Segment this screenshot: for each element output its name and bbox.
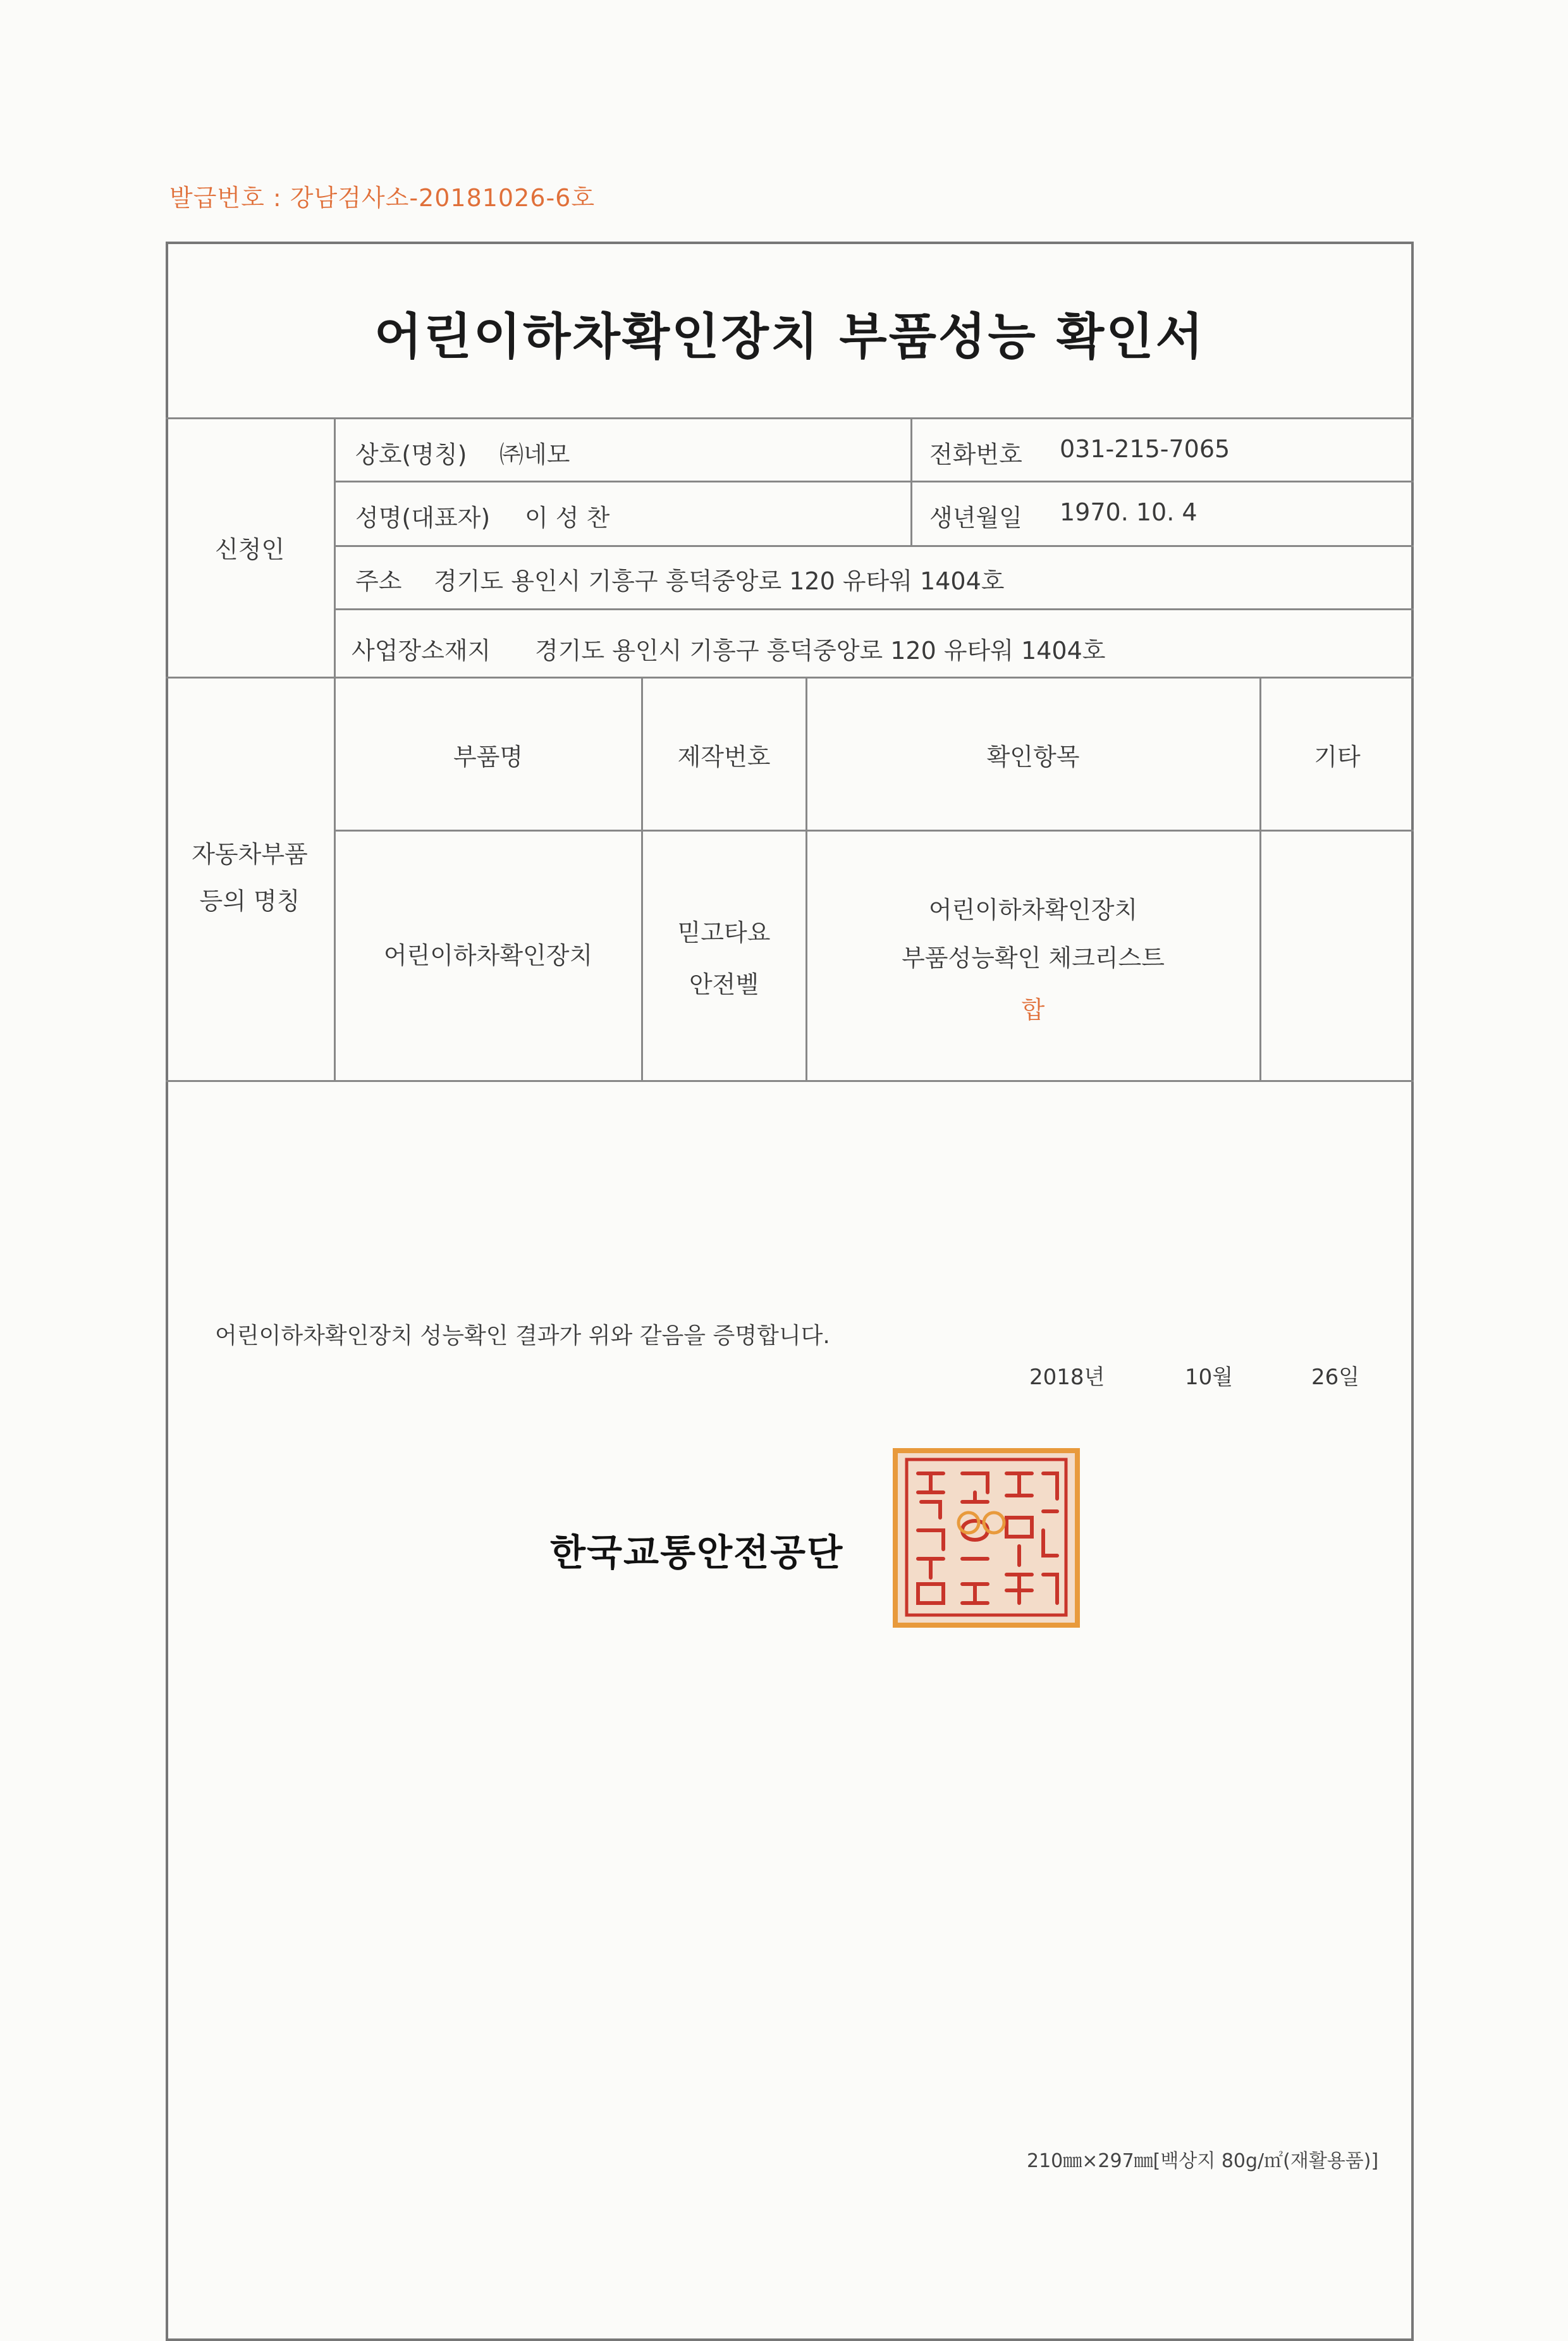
cert-year: 2018년 bbox=[1029, 1365, 1105, 1390]
serial-line1: 믿고타요 bbox=[677, 919, 771, 947]
section-divider bbox=[166, 677, 1414, 679]
header-part-name: 부품명 bbox=[453, 743, 524, 771]
result-pass: 합 bbox=[1021, 996, 1045, 1024]
representative-label: 성명(대표자) bbox=[355, 504, 491, 532]
address-value: 경기도 용인시 기흥구 흥덕중앙로 120 유타워 1404호 bbox=[434, 567, 1005, 595]
part-name-value: 어린이하차확인장치 bbox=[383, 942, 593, 969]
header-check-item: 확인항목 bbox=[986, 743, 1080, 771]
cert-day: 26일 bbox=[1311, 1365, 1360, 1390]
cert-month: 10월 bbox=[1185, 1365, 1234, 1390]
birth-label: 생년월일 bbox=[929, 504, 1022, 532]
paper-spec: 210㎜×297㎜[백상지 80g/㎡(재활용품)] bbox=[1027, 2150, 1379, 2172]
phone-label: 전화번호 bbox=[929, 441, 1022, 469]
row-line bbox=[335, 608, 1414, 610]
row-line bbox=[335, 830, 1414, 832]
company-label: 상호(명칭) bbox=[355, 441, 467, 469]
document-frame bbox=[166, 242, 1414, 2341]
table-bottom-line bbox=[166, 1080, 1414, 1082]
row-line bbox=[335, 481, 1414, 482]
issuer-name: 한국교통안전공단 bbox=[550, 1531, 844, 1574]
header-etc: 기타 bbox=[1314, 743, 1361, 771]
phone-value: 031-215-7065 bbox=[1060, 435, 1230, 463]
official-seal bbox=[893, 1448, 1080, 1628]
applicant-label: 신청인 bbox=[214, 536, 285, 563]
birth-value: 1970. 10. 4 bbox=[1060, 498, 1197, 526]
column-line bbox=[910, 417, 912, 545]
parts-label-line1: 자동차부품 bbox=[192, 840, 308, 868]
check-item-line2: 부품성능확인 체크리스트 bbox=[902, 944, 1165, 972]
row-line bbox=[335, 545, 1414, 547]
address-label: 주소 bbox=[355, 567, 402, 595]
business-site-value: 경기도 용인시 기흥구 흥덕중앙로 120 유타워 1404호 bbox=[535, 637, 1106, 665]
header-serial: 제작번호 bbox=[677, 743, 771, 771]
document-title: 어린이하차확인장치 부품성능 확인서 bbox=[374, 309, 1205, 366]
business-site-label: 사업장소재지 bbox=[352, 637, 491, 665]
issue-number: 발급번호 : 강남검사소-20181026-6호 bbox=[169, 184, 596, 212]
company-value: ㈜네모 bbox=[499, 441, 570, 469]
table-top-line bbox=[166, 417, 1414, 419]
serial-line2: 안전벨 bbox=[689, 971, 759, 998]
certification-statement: 어린이하차확인장치 성능확인 결과가 위와 같음을 증명합니다. bbox=[215, 1323, 830, 1349]
representative-value: 이 성 찬 bbox=[525, 504, 610, 532]
check-item-line1: 어린이하차확인장치 bbox=[928, 896, 1138, 924]
parts-label-line2: 등의 명칭 bbox=[199, 887, 300, 915]
